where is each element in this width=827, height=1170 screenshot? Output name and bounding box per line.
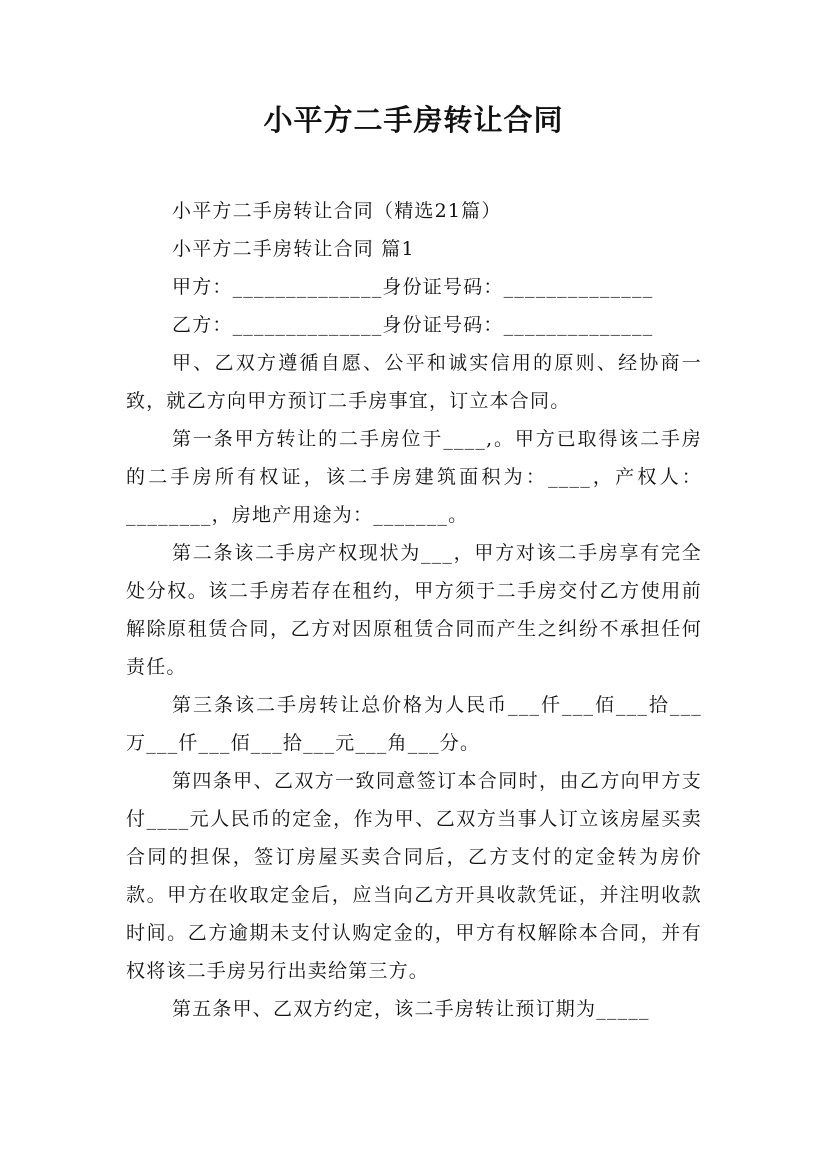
paragraph-article-3: 第三条该二手房转让总价格为人民币___仟___佰___拾___万___仟___佰___拾___元___角___分。 bbox=[126, 694, 702, 754]
document-title: 小平方二手房转让合同 bbox=[263, 103, 564, 137]
paragraph-article-4: 第四条甲、乙双方一致同意签订本合同时，由乙方向甲方支付____元人民币的定金，作为甲、乙双方当事人订立该房屋买卖合同的担保，签订房屋买卖合同后，乙方支付的定金转为房价款。甲方在收取定金后，应当向乙方开具收款凭证，并注明收款时间。乙方逾期未支付认购定金的，甲方有权解除本合同，并有权将该二手房另行出卖给第三方。 bbox=[126, 770, 702, 982]
paragraph-preamble: 甲、乙双方遵循自愿、公平和诚实信用的原则、经协商一致，就乙方向甲方预订二手房事宜，订立本合同。 bbox=[126, 352, 702, 412]
paragraph-article-5: 第五条甲、乙双方约定，该二手房转让预订期为_____ bbox=[172, 998, 650, 1020]
document-subtitle: 小平方二手房转让合同（精选21篇） bbox=[172, 200, 502, 222]
document-body bbox=[126, 192, 702, 1028]
section-heading: 小平方二手房转让合同 篇1 bbox=[172, 238, 415, 260]
party-b-line: 乙方：______________身份证号码：______________ bbox=[172, 314, 654, 336]
party-a-line: 甲方：______________身份证号码：______________ bbox=[172, 276, 654, 298]
paragraph-article-2: 第二条该二手房产权现状为___，甲方对该二手房享有完全处分权。该二手房若存在租约，甲方须于二手房交付乙方使用前解除原租赁合同，乙方对因原租赁合同而产生之纠纷不承担任何责任。 bbox=[126, 542, 702, 678]
paragraph-article-1: 第一条甲方转让的二手房位于____,。甲方已取得该二手房的二手房所有权证，该二手房建筑面积为：____，产权人：________，房地产用途为：_______。 bbox=[126, 428, 702, 526]
